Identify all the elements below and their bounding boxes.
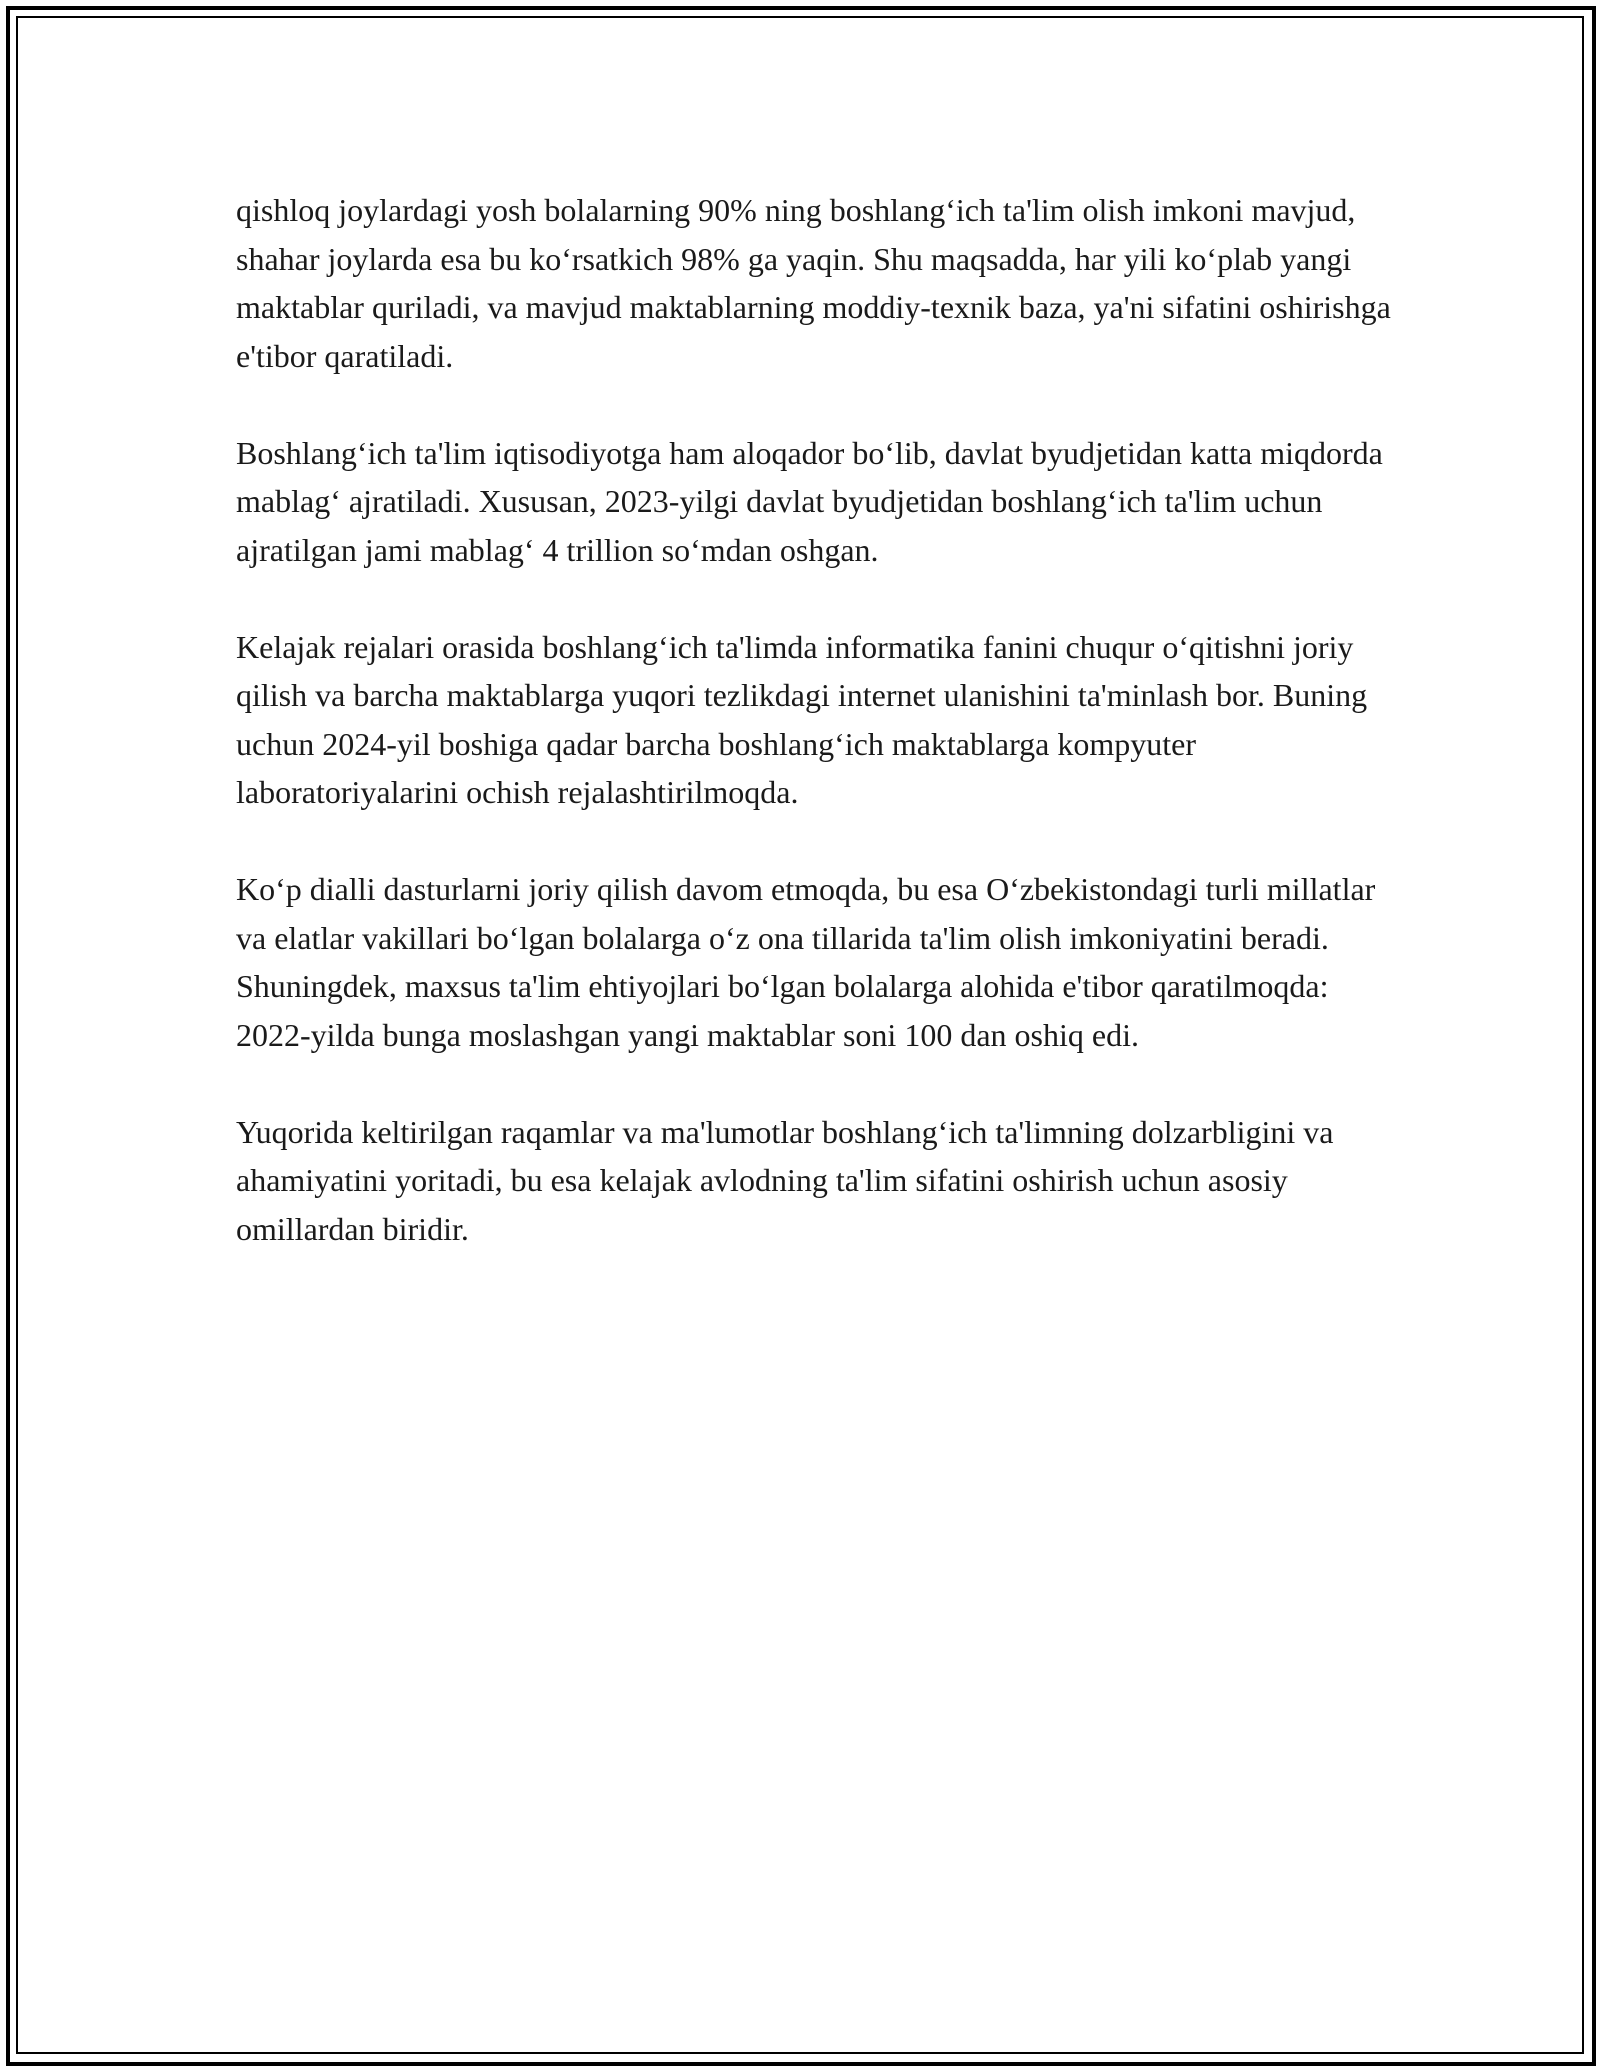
paragraph-conclusion: Yuqorida keltirilgan raqamlar va ma'lumotlar boshlang‘ich ta'limning dolzarbligini va ahamiyatini yoritadi, bu esa kelajak avlodning ta'lim sifatini oshirish uchun asosiy omillardan biridir.: [236, 1113, 1334, 1247]
paragraph-rural-access: qishloq joylardagi yosh bolalarning 90% ning boshlang‘ich ta'lim olish imkoni mavjud, shahar joylarda esa bu ko‘rsatkich 98% ga yaqin. Shu maqsadda, har yili ko‘plab yangi maktablar quriladi, va mavjud maktablarning moddiy-texnik baza, ya'ni sifatini oshirishga e'tibor qaratiladi.: [236, 192, 1391, 374]
document-body: [236, 186, 1396, 1302]
paragraph-future-plans: Kelajak rejalari orasida boshlang‘ich ta'limda informatika fanini chuqur o‘qitishni joriy qilish va barcha maktablarga yuqori tezlikdagi internet ulanishini ta'minlash bor. Buning uchun 2024-yil boshiga qadar barcha boshlang‘ich maktablarga kompyuter laboratoriyalarini ochish rejalashtirilmoqda.: [236, 628, 1368, 810]
paragraph-budget: Boshlang‘ich ta'lim iqtisodiyotga ham aloqador bo‘lib, davlat byudjetidan katta miqdorda mablag‘ ajratiladi. Xususan, 2023-yilgi davlat byudjetidan boshlang‘ich ta'lim uchun ajratilgan jami mablag‘ 4 trillion so‘mdan oshgan.: [236, 434, 1383, 568]
paragraph-multilingual: Ko‘p dialli dasturlarni joriy qilish davom etmoqda, bu esa O‘zbekistondagi turli millatlar va elatlar vakillari bo‘lgan bolalarga o‘z ona tillarida ta'lim olish imkoniyatini beradi. Shuningdek, maxsus ta'lim ehtiyojlari bo‘lgan bolalarga alohida e'tibor qaratilmoqda: 2022-yilda bunga moslashgan yangi maktablar soni 100 dan oshiq edi.: [236, 871, 1376, 1053]
